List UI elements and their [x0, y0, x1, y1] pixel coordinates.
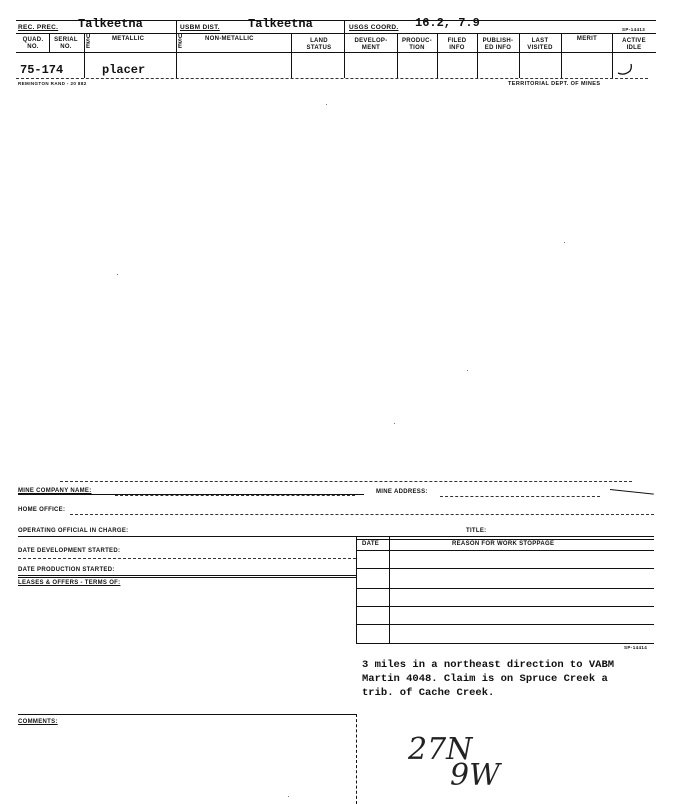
stoppage-date-divider: [389, 536, 390, 644]
date-production-label: DATE PRODUCTION STARTED:: [18, 567, 115, 573]
date-development-label: DATE DEVELOPMENT STARTED:: [18, 548, 121, 554]
date-production-line-2: [18, 577, 356, 578]
stoppage-row: [356, 588, 654, 589]
reason-col-label: REASON FOR WORK STOPPAGE: [452, 541, 555, 547]
col-merit: MERIT: [576, 36, 598, 42]
header-divider: [16, 33, 656, 34]
col-line: [561, 33, 562, 78]
speck: [326, 104, 327, 105]
date-development-line: [18, 558, 356, 559]
col-production: PRODUC- TION: [401, 38, 433, 51]
handwritten-range: 9W: [450, 758, 500, 793]
department-label: TERRITORIAL DEPT. OF MINES: [508, 81, 601, 87]
mine-address-label: MINE ADDRESS:: [376, 489, 428, 495]
location-line-2: Martin 4048. Claim is on Spruce Creek a: [362, 673, 608, 685]
col-active-idle: ACTIVE IDLE: [622, 38, 646, 51]
col-land-status: LAND STATUS: [306, 38, 332, 51]
col-line: [477, 33, 478, 78]
speck: [564, 242, 565, 243]
col-filed-info: FILED INFO: [447, 38, 467, 51]
usbm-dist-label: USBM DIST.: [180, 24, 220, 31]
stoppage-left: [356, 536, 357, 644]
location-line-3: trib. of Cache Creek.: [362, 687, 495, 699]
col-line: [519, 33, 520, 78]
col-metallic: METALLIC: [112, 36, 145, 42]
home-office-label: HOME OFFICE:: [18, 507, 66, 513]
speck: [117, 274, 118, 275]
col-use-left: U S E: [86, 34, 91, 50]
header-divider-v1: [176, 20, 177, 78]
col-line: [84, 33, 85, 78]
col-quad-no: QUAD. NO.: [22, 37, 44, 50]
speck: [288, 796, 289, 797]
record-serial: 75-174: [20, 63, 64, 77]
col-line: [612, 33, 613, 78]
mine-company-name-label: MINE COMPANY NAME:: [18, 488, 92, 494]
col-line: [291, 33, 292, 78]
stoppage-row: [356, 568, 654, 569]
col-published-info: PUBLISH- ED INFO: [482, 38, 514, 51]
stoppage-row: [356, 550, 654, 551]
title-label: TITLE:: [466, 528, 487, 534]
comments-label: COMMENTS:: [18, 719, 58, 725]
speck: [467, 370, 468, 371]
usbm-dist-value: Talkeetna: [248, 17, 313, 31]
col-line: [397, 33, 398, 78]
date-col-label: DATE: [362, 541, 380, 547]
official-line: [18, 536, 654, 537]
operating-official-label: OPERATING OFFICIAL IN CHARGE:: [18, 528, 129, 534]
location-line-1: 3 miles in a northeast direction to VABM: [362, 659, 615, 671]
stoppage-top: [356, 539, 654, 540]
col-development: DEVELOP- MENT: [354, 38, 388, 51]
col-non-metallic: NON-METALLIC: [205, 36, 254, 42]
col-serial-no: SERIAL NO.: [54, 37, 78, 50]
top-dashed-rule: [60, 481, 632, 482]
leases-label: LEASES & OFFERS - TERMS OF:: [18, 580, 121, 586]
stoppage-row: [356, 606, 654, 607]
record-metallic: placer: [102, 63, 146, 77]
col-use-right: U S E: [178, 34, 183, 50]
speck: [394, 423, 395, 424]
printer-mark: REMINGTON RAND - 20 882: [18, 81, 87, 86]
date-production-line: [18, 575, 356, 576]
usgs-coord-value: 16.2, 7.9: [415, 16, 480, 30]
form-number-2: SP-14414: [624, 645, 648, 650]
column-header-bottom: [16, 52, 656, 53]
stoppage-row: [356, 643, 654, 644]
comments-line: [18, 714, 356, 715]
form-number: SP-14413: [622, 27, 646, 32]
handwritten-township: 27N: [408, 732, 473, 767]
mine-address-fill: [440, 496, 600, 497]
comments-right-border: [356, 714, 357, 804]
location-note: [362, 658, 614, 700]
usgs-coord-label: USGS COORD.: [349, 24, 399, 31]
rec-prec-value: Talkeetna: [78, 17, 143, 31]
stoppage-row: [356, 624, 654, 625]
col-line: [437, 33, 438, 78]
rec-prec-label: REC. PREC.: [18, 24, 59, 31]
home-office-line: [70, 514, 654, 515]
company-line-right: [610, 489, 654, 495]
record-bottom-line: [16, 78, 648, 79]
col-last-visited: LAST VISITED: [527, 38, 553, 51]
mine-company-name-fill: [115, 495, 355, 496]
header-divider-v2: [344, 20, 345, 78]
check-mark-icon: [616, 62, 636, 76]
